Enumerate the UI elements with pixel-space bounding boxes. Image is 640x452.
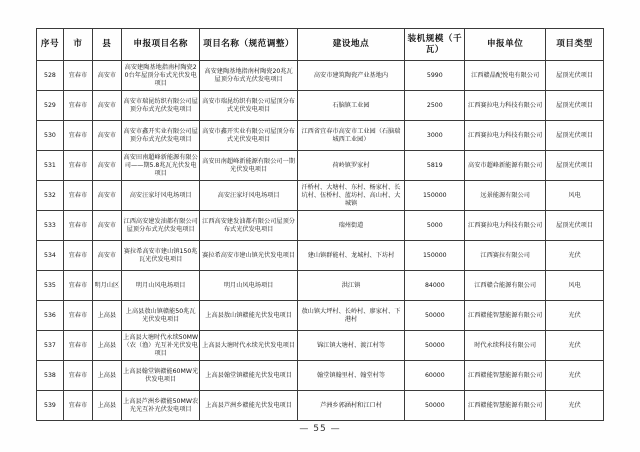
cell-site: 翰堂镇翰里村、翰堂村等 (297, 361, 405, 391)
cell-project-name: 上高县大塘时代永续光伏发电项目 (200, 331, 297, 361)
cell-capacity: 5819 (405, 151, 465, 181)
cell-unit: 江西赣能智慧能源有限公司 (465, 391, 546, 421)
table-row (37, 91, 604, 121)
cell-declared-name: 江西高安建发油都有限公司屋顶分布式光伏发电项目 (121, 211, 200, 241)
cell-county: 高安市 (92, 61, 121, 91)
cell-county: 高安市 (92, 241, 121, 271)
cell-unit: 江西赣能智慧能源有限公司 (465, 361, 546, 391)
cell-unit: 高安市超峰新能源有限公司 (465, 151, 546, 181)
cell-city: 宜春市 (63, 211, 92, 241)
project-table (36, 28, 604, 421)
cell-seq: 537 (37, 331, 64, 361)
cell-county: 高安市 (92, 91, 121, 121)
cell-site: 石脑镇工业园 (297, 91, 405, 121)
cell-county: 高安市 (92, 211, 121, 241)
column-header-city: 市 (63, 29, 92, 61)
cell-city: 宜春市 (63, 391, 92, 421)
table-body (37, 61, 604, 421)
cell-city: 宜春市 (63, 241, 92, 271)
cell-city: 宜春市 (63, 121, 92, 151)
cell-city: 宜春市 (63, 91, 92, 121)
column-header-site: 建设地点 (297, 29, 405, 61)
cell-county: 高安市 (92, 121, 121, 151)
cell-declared-name: 上高县敖山镇赣能50兆瓦光伏发电项目 (121, 301, 200, 331)
cell-unit: 江西赛拉电力科技有限公司 (465, 211, 546, 241)
cell-declared-name: 上高县芦洲乡赣能50MW农光光互补光伏发电项目 (121, 391, 200, 421)
cell-site: 建山镇群能村、龙城村、下坊村 (297, 241, 405, 271)
cell-seq: 532 (37, 181, 64, 211)
table-row (37, 241, 604, 271)
cell-capacity: 50000 (405, 301, 465, 331)
cell-seq: 535 (37, 271, 64, 301)
cell-capacity: 3000 (405, 121, 465, 151)
table-row (37, 121, 604, 151)
cell-site: 瑞州街道 (297, 211, 405, 241)
cell-type: 光伏 (546, 391, 604, 421)
cell-declared-name: 高安汪家圩风电场项目 (121, 181, 200, 211)
cell-city: 宜春市 (63, 271, 92, 301)
cell-site: 高安市建筑陶瓷产业基地内 (297, 61, 405, 91)
cell-city: 宜春市 (63, 361, 92, 391)
cell-type: 屋顶光伏项目 (546, 61, 604, 91)
table-header (37, 29, 604, 61)
table-row (37, 361, 604, 391)
cell-capacity: 2500 (405, 91, 465, 121)
column-header-project-name: 项目名称（规范调整） (200, 29, 297, 61)
table-row (37, 211, 604, 241)
cell-unit: 远景能源有限公司 (465, 181, 546, 211)
cell-type: 风电 (546, 271, 604, 301)
cell-project-name: 上高县芦洲乡赣能光伏发电项目 (200, 391, 297, 421)
cell-capacity: 84000 (405, 271, 465, 301)
cell-type: 光伏 (546, 301, 604, 331)
cell-project-name: 江西高安建发油都有限公司屋顶分布式光伏发电项目 (200, 211, 297, 241)
cell-declared-name: 明月山风电场项目 (121, 271, 200, 301)
cell-project-name: 上高县敖山镇赣能光伏发电项目 (200, 301, 297, 331)
column-header-declared-name: 申报项目名称 (121, 29, 200, 61)
cell-seq: 530 (37, 121, 64, 151)
cell-project-name: 高安田南超峰新能源有限公司一期光伏发电项目 (200, 151, 297, 181)
table-row (37, 61, 604, 91)
cell-unit: 时代永续科技有限公司 (465, 331, 546, 361)
cell-site: 锦江镇大塘村、渡江村等 (297, 331, 405, 361)
cell-type: 屋顶光伏项目 (546, 121, 604, 151)
column-header-capacity: 装机规模（千瓦） (405, 29, 465, 61)
cell-project-name: 高安市鑫开实业有限公司屋顶分布式光伏发电项目 (200, 121, 297, 151)
project-table-container (36, 28, 604, 421)
cell-county: 明月山区 (92, 271, 121, 301)
cell-declared-name: 上高县翰堂镇赣能60MW光伏发电项目 (121, 361, 200, 391)
cell-type: 光伏 (546, 331, 604, 361)
table-header-row (37, 29, 604, 61)
table-row (37, 271, 604, 301)
cell-unit: 江西赛拉电力科技有限公司 (465, 121, 546, 151)
cell-unit: 江西赣晶配悦电有限公司 (465, 61, 546, 91)
cell-capacity: 60000 (405, 361, 465, 391)
cell-site: 江西省宜春市高安市工业园（石脑瑞城西工业园） (297, 121, 405, 151)
cell-capacity: 5000 (405, 211, 465, 241)
cell-site: 芦洲乡郭涵村和江口村 (297, 391, 405, 421)
cell-project-name: 上高县翰堂镇赣能光伏发电项目 (200, 361, 297, 391)
cell-project-name: 赛拉希高安市建山镇光伏发电项目 (200, 241, 297, 271)
cell-unit: 江西赛拉电力科技有限公司 (465, 91, 546, 121)
cell-type: 屋顶光伏项目 (546, 211, 604, 241)
cell-seq: 528 (37, 61, 64, 91)
cell-type: 屋顶光伏项目 (546, 91, 604, 121)
cell-seq: 531 (37, 151, 64, 181)
cell-declared-name: 高安市瑞昆纺织有限公司屋顶分布式光伏发电项目 (121, 91, 200, 121)
page-footer (0, 424, 640, 434)
cell-site: 敖山镇大坪村、长岭村、廖家村、下港村 (297, 301, 405, 331)
cell-unit: 江西赛拉有限公司 (465, 241, 546, 271)
cell-seq: 538 (37, 361, 64, 391)
cell-site: 洪江镇 (297, 271, 405, 301)
cell-project-name: 高安市瑞昆纺织有限公司屋顶分布式光伏发电项目 (200, 91, 297, 121)
table-row (37, 391, 604, 421)
table-row (37, 301, 604, 331)
cell-declared-name: 高安建陶基地指南村陶瓷20台年屋顶分布式光伏发电项目 (121, 61, 200, 91)
cell-city: 宜春市 (63, 61, 92, 91)
column-header-seq: 序号 (37, 29, 64, 61)
column-header-county: 县 (92, 29, 121, 61)
cell-unit: 江西赣合能源有限公司 (465, 271, 546, 301)
cell-declared-name: 高安田南超峰新能源有限公司——期5.8兆瓦光伏发电项目 (121, 151, 200, 181)
cell-capacity: 5990 (405, 61, 465, 91)
cell-site: 汗桥村、大塘村、东村、杨家村、长坑村、伍桥村、蓝坊村、高山村、大城镇 (297, 181, 405, 211)
cell-county: 上高县 (92, 301, 121, 331)
cell-city: 宜春市 (63, 331, 92, 361)
cell-type: 风电 (546, 181, 604, 211)
cell-unit: 江西赣能智慧能源有限公司 (465, 301, 546, 331)
cell-seq: 529 (37, 91, 64, 121)
cell-city: 宜春市 (63, 301, 92, 331)
table-row (37, 151, 604, 181)
cell-city: 宜春市 (63, 181, 92, 211)
cell-project-name: 高安建陶基地指南村陶瓷20兆瓦屋顶分布式光伏发电项目 (200, 61, 297, 91)
cell-seq: 536 (37, 301, 64, 331)
page-number: — 55 — (299, 424, 341, 434)
cell-project-name: 高安汪家圩风电场项目 (200, 181, 297, 211)
cell-declared-name: 上高县大塘时代永续50MW（农（渔）光互补光伏发电项目 (121, 331, 200, 361)
column-header-unit: 申报单位 (465, 29, 546, 61)
cell-county: 高安市 (92, 181, 121, 211)
column-header-type: 项目类型 (546, 29, 604, 61)
cell-project-name: 明月山风电场项目 (200, 271, 297, 301)
cell-site: 荷岭镇罗家村 (297, 151, 405, 181)
cell-declared-name: 赛拉希高安市建山镇150兆瓦光伏发电项目 (121, 241, 200, 271)
cell-county: 高安市 (92, 151, 121, 181)
cell-county: 上高县 (92, 391, 121, 421)
table-row (37, 331, 604, 361)
cell-type: 光伏 (546, 361, 604, 391)
cell-county: 上高县 (92, 331, 121, 361)
cell-county: 上高县 (92, 361, 121, 391)
cell-seq: 533 (37, 211, 64, 241)
cell-seq: 539 (37, 391, 64, 421)
cell-declared-name: 高安市鑫开实业有限公司屋顶分布式光伏发电项目 (121, 121, 200, 151)
cell-capacity: 150000 (405, 181, 465, 211)
cell-seq: 534 (37, 241, 64, 271)
cell-type: 光伏 (546, 241, 604, 271)
cell-capacity: 50000 (405, 331, 465, 361)
cell-capacity: 50000 (405, 391, 465, 421)
cell-city: 宜春市 (63, 151, 92, 181)
cell-type: 屋顶光伏项目 (546, 151, 604, 181)
cell-capacity: 150000 (405, 241, 465, 271)
table-row (37, 181, 604, 211)
